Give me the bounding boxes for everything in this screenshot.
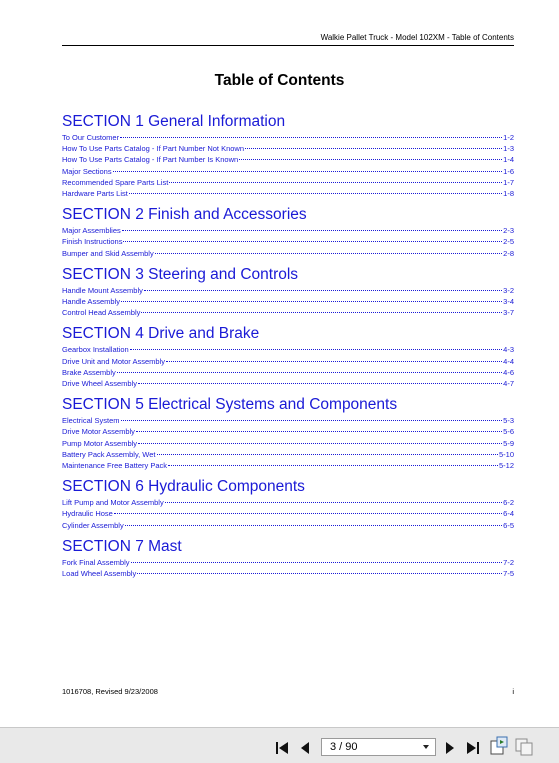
dot-leader [245,148,502,149]
toc-entry[interactable] [62,344,514,355]
dot-leader [166,361,502,362]
toc-entry-label: Gearbox Installation [62,345,129,355]
toc-entry-page: 2-5 [503,237,514,247]
toc-entry-page: 3-7 [503,308,514,318]
first-page-icon[interactable] [275,741,289,753]
toc-entry-label: Fork Final Assembly [62,557,130,567]
toc-entry[interactable] [62,367,514,378]
section-heading[interactable]: SECTION 2 Finish and Accessories [62,206,307,224]
dot-leader [129,193,502,194]
toc-entry-page: 3-2 [503,285,514,295]
toc-entry-label: Brake Assembly [62,367,116,377]
toc-entry-page: 6-4 [503,509,514,519]
toc-entry-label: Lift Pump and Motor Assembly [62,498,164,508]
toc-entry-label: Load Wheel Assembly [62,569,137,579]
toc-section [62,395,514,471]
toc-entry-page: 3-4 [503,297,514,307]
toc-entry-page: 5-10 [498,449,514,459]
dot-leader [169,182,502,183]
dot-leader [144,290,502,291]
toc-section [62,537,514,579]
toc-entry-page: 1-7 [503,177,514,187]
dot-leader [117,372,502,373]
toc-entry-label: Major Sections [62,166,112,176]
dot-leader [131,562,503,563]
toc-entry-page: 5-3 [503,416,514,426]
toc-entry-page: 7-2 [503,557,514,567]
toc-entry-label: Electrical System [62,416,120,426]
toc-entry-page: 4-6 [503,367,514,377]
toc-entry[interactable] [62,143,514,154]
toc-entry-label: Finish Instructions [62,237,123,247]
toc-entry-page: 5-9 [503,438,514,448]
toc-entry[interactable] [62,460,514,471]
toc-entry[interactable] [62,497,514,508]
toc-entry-page: 2-3 [503,226,514,236]
toc-entry-label: Drive Motor Assembly [62,427,135,437]
toc-entry-label: Bumper and Skid Assembly [62,248,154,258]
toc-entry[interactable] [62,438,514,449]
toc-entry-label: Maintenance Free Battery Pack [62,461,168,471]
toc-entry[interactable] [62,132,514,143]
toc-sections [62,112,514,585]
toc-entry-label: Pump Motor Assembly [62,438,138,448]
toc-entry-label: Recommended Spare Parts List [62,177,169,187]
toc-entry-page: 5-6 [503,427,514,437]
dot-leader [141,312,502,313]
chevron-down-icon [423,745,429,749]
toc-entry[interactable] [62,426,514,437]
toc-entry-label: How To Use Parts Catalog - If Part Number Not Known [62,144,245,154]
toc-entry-label: Cylinder Assembly [62,520,124,530]
toc-entry-page: 6-5 [503,520,514,530]
toc-entry-page: 1-3 [503,144,514,154]
dot-leader [239,159,502,160]
toc-entry[interactable] [62,557,514,568]
toc-entry-page: 2-8 [503,248,514,258]
dot-leader [114,513,502,514]
toc-entry-label: Handle Mount Assembly [62,285,143,295]
toc-entry[interactable] [62,166,514,177]
toc-entry-page: 4-4 [503,356,514,366]
toc-entry[interactable] [62,449,514,460]
toc-entry-label: Hydraulic Hose [62,509,113,519]
toc-section [62,205,514,259]
toc-entry-page: 1-2 [503,133,514,142]
toc-entry-label: Battery Pack Assembly, Wet [62,449,156,459]
toc-entry-page: 4-7 [503,379,514,389]
toc-entry[interactable] [62,508,514,519]
toc-section [62,265,514,319]
single-page-view-icon[interactable] [489,736,509,756]
section-heading[interactable]: SECTION 6 Hydraulic Components [62,478,305,496]
page-indicator: 3 / 90 [330,741,358,753]
toc-entry[interactable] [62,177,514,188]
footer-page-number: i [512,687,514,696]
page-selector[interactable] [321,738,436,756]
toc-entry-page: 6-2 [503,498,514,508]
toc-entry-page: 1-4 [503,155,514,165]
dot-leader [113,171,503,172]
toc-entry-page: 1-8 [503,189,514,199]
viewer-toolbar [0,727,559,763]
toc-entry-label: Hardware Parts List [62,189,128,199]
prev-page-icon[interactable] [298,741,312,753]
toc-entry-label: Control Head Assembly [62,308,141,318]
dot-leader [165,502,502,503]
toc-entry[interactable] [62,225,514,236]
toc-entry[interactable] [62,520,514,531]
running-header: Walkie Pallet Truck - Model 102XM - Table of Contents [62,33,514,46]
toc-entry[interactable] [62,307,514,318]
dot-leader [137,573,502,574]
toc-entry-page: 1-6 [503,166,514,176]
toc-entry-label: To Our Customer [62,133,120,142]
dot-leader [138,443,502,444]
toc-entry[interactable] [62,415,514,426]
toc-entry-page: 4-3 [503,345,514,355]
two-page-view-icon[interactable] [514,736,534,756]
toc-entry-label: Handle Assembly [62,297,120,307]
toc-entry[interactable] [62,296,514,307]
dot-leader [130,349,502,350]
dot-leader [120,137,502,138]
toc-section [62,324,514,389]
toc-entry[interactable] [62,568,514,579]
section-heading[interactable]: SECTION 4 Drive and Brake [62,325,260,343]
dot-leader [121,301,502,302]
toc-entry-label: How To Use Parts Catalog - If Part Number Is Known [62,155,239,165]
toc-entry-label: Drive Wheel Assembly [62,379,138,389]
toc-entry-label: Major Assemblies [62,226,121,236]
toc-entry[interactable] [62,356,514,367]
section-heading[interactable]: SECTION 3 Steering and Controls [62,265,299,283]
section-heading[interactable]: SECTION 5 Electrical Systems and Components [62,396,398,414]
toc-section [62,112,514,199]
dot-leader [136,431,502,432]
last-page-icon[interactable] [466,741,480,753]
dot-leader [155,253,502,254]
toc-entry[interactable] [62,188,514,199]
dot-leader [122,230,502,231]
section-heading[interactable]: SECTION 7 Mast [62,537,182,555]
section-heading[interactable]: SECTION 1 General Information [62,113,286,130]
toc-entry[interactable] [62,154,514,165]
dot-leader [138,383,502,384]
toc-entry[interactable] [62,378,514,389]
dot-leader [157,454,498,455]
toc-entry-page: 7-5 [503,569,514,579]
toc-section [62,477,514,531]
dot-leader [121,420,503,421]
toc-entry-label: Drive Unit and Motor Assembly [62,356,165,366]
next-page-icon[interactable] [443,741,457,753]
dot-leader [168,465,498,466]
dot-leader [123,241,502,242]
toc-entry[interactable] [62,248,514,259]
toc-title: Table of Contents [214,72,345,89]
footer-doc-number: 1016708, Revised 9/23/2008 [62,687,158,696]
dot-leader [125,525,502,526]
toc-entry-page: 5-12 [498,461,514,471]
toc-entry[interactable] [62,285,514,296]
toc-entry[interactable] [62,236,514,247]
